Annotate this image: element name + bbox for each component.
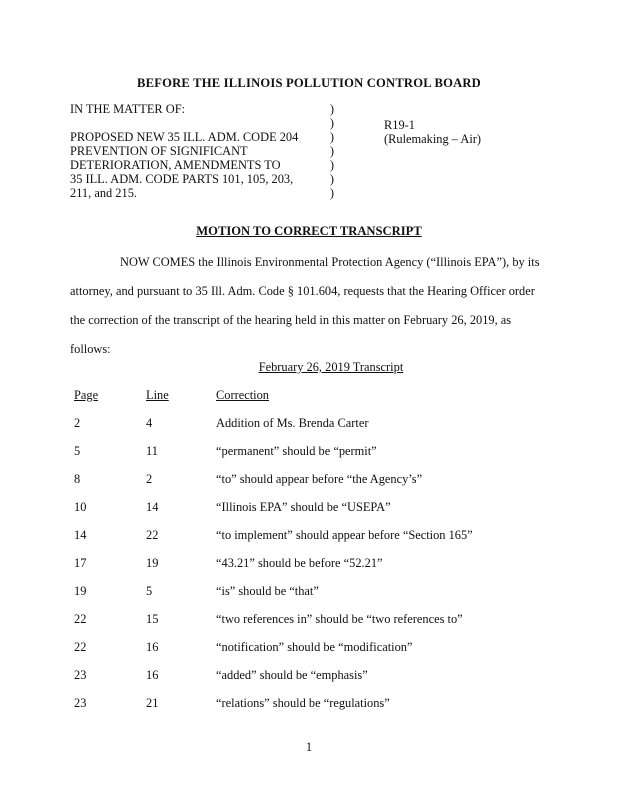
- caption-line: 35 ILL. ADM. CODE PARTS 101, 105, 203,: [70, 172, 294, 186]
- board-title: BEFORE THE ILLINOIS POLLUTION CONTROL BOARD: [137, 76, 481, 90]
- transcript-heading: February 26, 2019 Transcript: [258, 360, 404, 374]
- cell-correction: “relations” should be “regulations”: [216, 696, 390, 710]
- cell-correction: “to implement” should appear before “Section 165”: [216, 528, 473, 542]
- cell-line: 14: [146, 500, 159, 514]
- table-row: [0, 696, 618, 710]
- caption-line: DETERIORATION, AMENDMENTS TO: [70, 158, 281, 172]
- cell-correction: “Illinois EPA” should be “USEPA”: [216, 500, 391, 514]
- cell-correction: “added” should be “emphasis”: [216, 668, 368, 682]
- cell-page: 10: [74, 500, 87, 514]
- cell-line: 16: [146, 668, 159, 682]
- bracket: ): [329, 102, 335, 116]
- cell-page: 8: [74, 472, 81, 486]
- table-row: [0, 528, 618, 542]
- caption-line: PREVENTION OF SIGNIFICANT: [70, 144, 248, 158]
- table-row: [0, 612, 618, 626]
- bracket: ): [329, 130, 335, 144]
- bracket: ): [329, 186, 335, 200]
- caption-brackets: [326, 102, 338, 200]
- cell-line: 19: [146, 556, 159, 570]
- caption-line: IN THE MATTER OF:: [70, 102, 186, 116]
- cell-page: 22: [74, 612, 87, 626]
- cell-correction: “two references in” should be “two references to”: [216, 612, 463, 626]
- cell-page: 23: [74, 696, 87, 710]
- motion-body: [70, 248, 550, 364]
- docket-block: [384, 118, 481, 146]
- cell-page: 5: [74, 444, 81, 458]
- cell-correction: Addition of Ms. Brenda Carter: [216, 416, 369, 430]
- table-row: [0, 416, 618, 430]
- cell-line: 5: [146, 584, 153, 598]
- table-row: [0, 640, 618, 654]
- caption-line: 211, and 215.: [70, 186, 137, 200]
- cell-correction: “notification” should be “modification”: [216, 640, 413, 654]
- bracket: ): [329, 172, 335, 186]
- column-header-correction: Correction: [216, 388, 269, 402]
- cell-line: 2: [146, 472, 153, 486]
- table-row: [0, 472, 618, 486]
- cell-correction: “to” should appear before “the Agency’s”: [216, 472, 423, 486]
- bracket: ): [329, 144, 335, 158]
- page-number: 1: [305, 740, 313, 754]
- caption-line: [70, 116, 298, 130]
- cell-line: 4: [146, 416, 153, 430]
- docket-number: R19-1: [384, 118, 415, 132]
- motion-body-first-line: NOW COMES the Illinois Environmental Protection Agency (“Illinois EPA”), by its: [120, 255, 540, 269]
- cell-page: 2: [74, 416, 81, 430]
- cell-page: 22: [74, 640, 87, 654]
- motion-title: MOTION TO CORRECT TRANSCRIPT: [196, 224, 422, 238]
- table-row: [0, 556, 618, 570]
- table-row: [0, 444, 618, 458]
- cell-correction: “permanent” should be “permit”: [216, 444, 377, 458]
- cell-page: 14: [74, 528, 87, 542]
- caption-line: PROPOSED NEW 35 ILL. ADM. CODE 204: [70, 130, 299, 144]
- bracket: ): [329, 116, 335, 130]
- cell-line: 15: [146, 612, 159, 626]
- docket-type: (Rulemaking – Air): [384, 132, 482, 146]
- cell-correction: “is” should be “that”: [216, 584, 319, 598]
- motion-body-rest: attorney, and pursuant to 35 Ill. Adm. Code § 101.604, requests that the Hearing Officer order the correction of the transcript of the hearing held in this matter on February 26, 2019, as follows:: [70, 284, 535, 356]
- cell-line: 11: [146, 444, 158, 458]
- table-row: [0, 500, 618, 514]
- cell-line: 22: [146, 528, 159, 542]
- cell-line: 16: [146, 640, 159, 654]
- cell-correction: “43.21” should be before “52.21”: [216, 556, 383, 570]
- table-row: [0, 668, 618, 682]
- table-row: [0, 584, 618, 598]
- cell-line: 21: [146, 696, 159, 710]
- corrections-header-row: [0, 388, 618, 402]
- case-caption: [70, 102, 298, 200]
- cell-page: 19: [74, 584, 87, 598]
- column-header-page: Page: [74, 388, 99, 402]
- cell-page: 23: [74, 668, 87, 682]
- cell-page: 17: [74, 556, 87, 570]
- bracket: ): [329, 158, 335, 172]
- column-header-line: Line: [146, 388, 169, 402]
